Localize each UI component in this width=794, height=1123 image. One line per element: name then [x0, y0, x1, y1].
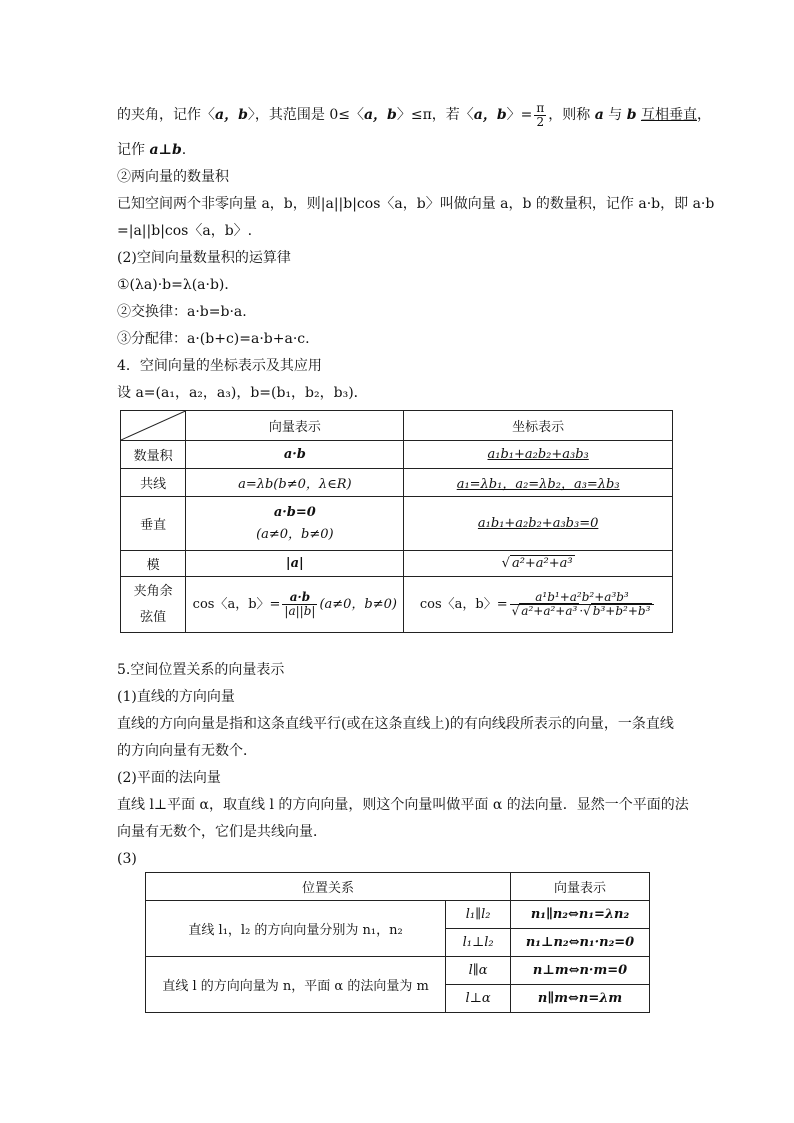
vector-cell — [186, 551, 404, 577]
table-row — [146, 957, 650, 985]
vector-expr: |a| — [285, 556, 304, 571]
header-vector: 向量表示 — [511, 873, 650, 901]
text-fragment: a，b — [473, 107, 507, 123]
row-label: 数量积 — [121, 441, 186, 469]
text-line-15: 的方向向量有无数个． — [117, 743, 257, 759]
position-relation-table — [145, 872, 650, 1013]
text-line-13: (1)直线的方向向量 — [117, 689, 235, 705]
table-row — [121, 577, 673, 633]
text-line-4: 已知空间两个非零向量 a，b，则|a||b|cos〈a，b〉叫做向量 a，b 的数量积，记作 a·b，即 a·b — [117, 196, 715, 212]
fraction-numerator: π — [536, 100, 545, 115]
vector-cell — [511, 901, 650, 929]
text-line-1 — [117, 100, 711, 130]
text-line-8: ②交换律：a·b=b·a. — [117, 304, 247, 320]
coordinate-expr: a²+a²+a³ — [511, 556, 573, 571]
vector-cell — [511, 929, 650, 957]
vector-cell — [511, 957, 650, 985]
vector-expr: a·b=0 — [273, 504, 316, 520]
text-fragment: b — [626, 107, 637, 123]
text-fragment: ， — [696, 107, 711, 123]
relation-expr: l₁∥l₂ — [465, 907, 491, 922]
text-fragment: a，b — [363, 107, 397, 123]
table-header-row — [146, 873, 650, 901]
sqrt-term: a²+a²+a³ — [521, 604, 578, 618]
relation-cell — [446, 957, 511, 985]
text-line-5: =|a||b|cos〈a，b〉. — [117, 223, 253, 239]
text-fragment: . — [181, 142, 187, 158]
relation-cell — [446, 901, 511, 929]
sqrt-symbol: √ — [501, 556, 510, 571]
table-row — [121, 497, 673, 551]
coordinate-expr: a₁b₁+a₂b₂+a₃b₃=0 — [477, 516, 599, 531]
fraction-denominator: |a||b| — [284, 604, 316, 618]
vector-expr: n⊥m⇔n·m=0 — [532, 963, 628, 978]
vector-cell — [186, 441, 404, 469]
text-line-2 — [117, 140, 186, 160]
text-line-3: ②两向量的数量积 — [117, 169, 229, 185]
dot-operator: · — [579, 604, 584, 618]
text-fragment: a⊥b — [149, 142, 182, 158]
text-fragment: a，b — [215, 107, 248, 123]
text-line-6: (2)空间向量数量积的运算律 — [117, 250, 291, 266]
vector-expr: n₁⊥n₂⇔n₁·n₂=0 — [525, 935, 635, 950]
header-vector: 向量表示 — [186, 411, 404, 441]
fraction-denominator: 2 — [536, 114, 545, 129]
coordinate-cell — [404, 441, 673, 469]
text-line-7: ①(λa)·b=λ(a·b)． — [117, 277, 239, 293]
group-label: 直线 l₁，l₂ 的方向向量分别为 n₁，n₂ — [146, 901, 446, 957]
section-heading-5: 5.空间位置关系的向量表示 — [117, 662, 285, 678]
coordinate-expr: a₁=λb₁，a₂=λb₂，a₃=λb₃ — [456, 477, 620, 492]
relation-cell — [446, 929, 511, 957]
sqrt-term: b³+b²+b³ — [592, 604, 651, 618]
table-row — [121, 469, 673, 497]
text-line-17: 直线 l⊥平面 α，取直线 l 的方向向量，则这个向量叫做平面 α 的法向量．显然一个平面的法 — [117, 797, 689, 813]
text-line-16: (2)平面的法向量 — [117, 770, 221, 786]
formula-prefix: cos〈a，b〉= — [192, 597, 281, 612]
text-line-14: 直线的方向向量是指和这条直线平行(或在这条直线上)的有向线段所表示的向量，一条直线 — [117, 716, 674, 732]
text-fragment: 记作 — [117, 142, 150, 158]
table-row — [121, 441, 673, 469]
fraction-numerator: a¹b¹+a²b²+a³b³ — [510, 591, 655, 605]
vector-cell — [511, 985, 650, 1013]
coordinate-table — [120, 410, 673, 633]
text-fragment: a — [594, 107, 604, 123]
text-fragment: 的夹角，记作〈 — [117, 107, 215, 123]
table-header-row — [121, 411, 673, 441]
text-line-19: (3) — [117, 851, 137, 867]
vector-cell — [186, 497, 404, 551]
relation-expr: l₁⊥l₂ — [462, 935, 494, 950]
text-fragment: ，则称 — [548, 107, 595, 123]
row-label: 模 — [121, 551, 186, 577]
coordinate-cell — [404, 469, 673, 497]
fraction — [510, 591, 655, 618]
vector-expr: n∥m⇔n=λm — [537, 991, 623, 1006]
fraction — [534, 102, 546, 129]
text-line-11: 设 a=(a₁，a₂，a₃)，b=(b₁，b₂，b₃)． — [117, 385, 368, 401]
relation-cell — [446, 985, 511, 1013]
relation-expr: l⊥α — [465, 991, 491, 1006]
diagonal-line — [121, 411, 185, 440]
table-row — [121, 551, 673, 577]
row-label: 共线 — [121, 469, 186, 497]
diagonal-header-cell — [121, 411, 186, 441]
section-heading-4: 4．空间向量的坐标表示及其应用 — [117, 358, 322, 374]
fraction-denominator: √ a²+a²+a³ ·√ b³+b²+b³ — [511, 604, 651, 618]
text-line-9: ③分配律：a·(b+c)=a·b+a·c. — [117, 331, 310, 347]
coordinate-cell — [404, 497, 673, 551]
group-label: 直线 l 的方向向量为 n，平面 α 的法向量为 m — [146, 957, 446, 1013]
formula-condition: (a≠0，b≠0) — [319, 597, 397, 612]
fraction — [282, 591, 317, 618]
vector-cell — [186, 577, 404, 633]
relation-expr: l∥α — [468, 963, 488, 978]
text-fragment: 与 — [603, 107, 627, 123]
vector-cell — [186, 469, 404, 497]
fraction-numerator: a·b — [282, 591, 317, 605]
text-line-18: 向量有无数个，它们是共线向量． — [117, 824, 327, 840]
vector-expr: a=λb(b≠0，λ∈R) — [238, 477, 352, 492]
row-label-part: 弦值 — [140, 609, 167, 625]
vector-expr: n₁∥n₂⇔n₁=λn₂ — [530, 907, 630, 922]
header-relation: 位置关系 — [146, 873, 511, 901]
coordinate-expr: a₁b₁+a₂b₂+a₃b₃ — [487, 447, 589, 462]
row-label: 垂直 — [121, 497, 186, 551]
coordinate-cell — [404, 577, 673, 633]
vector-expr: a·b — [283, 447, 306, 462]
table-row — [146, 901, 650, 929]
coordinate-cell — [404, 551, 673, 577]
text-fragment: 〉≤π，若〈 — [396, 107, 474, 123]
text-fragment: 〉，其范围是 0≤〈 — [247, 107, 364, 123]
row-label — [121, 577, 186, 633]
vector-condition: (a≠0，b≠0) — [256, 526, 334, 542]
row-label-part: 夹角余 — [133, 583, 173, 599]
text-fragment: 〉= — [506, 107, 533, 123]
underlined-term: 互相垂直 — [640, 107, 697, 123]
formula-prefix: cos〈a，b〉= — [419, 597, 508, 612]
header-coordinate: 坐标表示 — [404, 411, 673, 441]
